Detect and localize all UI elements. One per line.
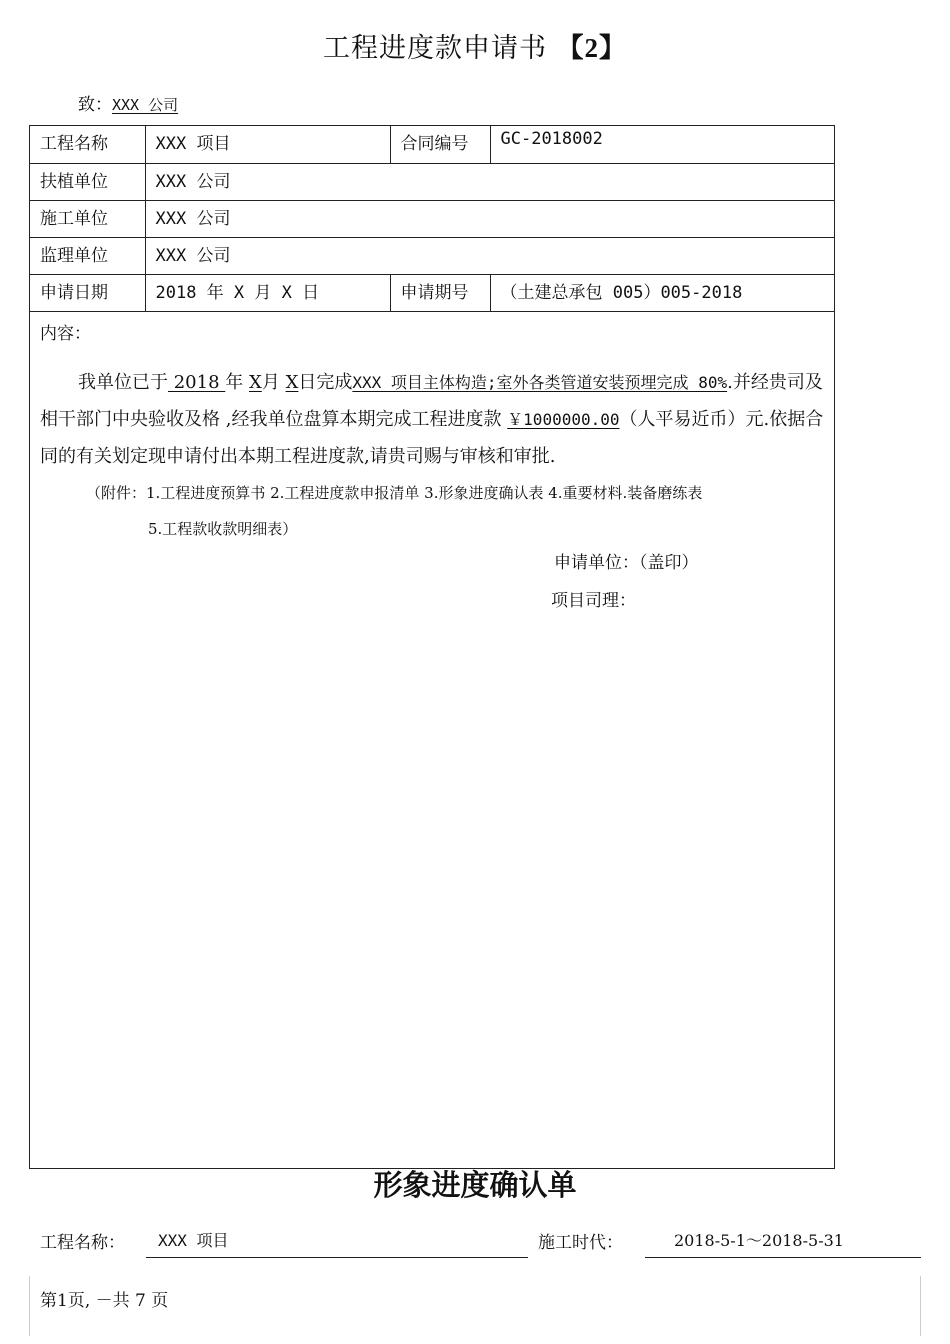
supervisor-label: 监理单位 bbox=[30, 237, 145, 274]
para-text: 我单位已于 bbox=[78, 372, 168, 393]
table-row bbox=[30, 237, 834, 274]
apply-period-label: 申请期号 bbox=[390, 274, 490, 311]
supervisor-value: XXX 公司 bbox=[145, 237, 834, 274]
project-underline bbox=[146, 1257, 528, 1258]
content-label: 内容： bbox=[40, 324, 91, 344]
day-value: X bbox=[285, 372, 299, 393]
table-row bbox=[30, 163, 834, 200]
project-name-value: XXX 项目 bbox=[145, 126, 390, 163]
project-name-label: 工程名称 bbox=[30, 126, 145, 163]
amount-value: ￥1000000.00 bbox=[507, 410, 620, 429]
owner-label: 扶植单位 bbox=[30, 163, 145, 200]
para-text: 年 bbox=[225, 372, 244, 393]
confirm-period-value: 2018-5-1～2018-5-31 bbox=[674, 1231, 844, 1250]
project-manager: 项目司理： bbox=[551, 591, 636, 611]
apply-period-value: （土建总承包 005）005-2018 bbox=[490, 274, 834, 311]
addressee-label: 致： bbox=[78, 95, 112, 115]
confirmation-title: 形象进度确认单 bbox=[373, 1168, 577, 1202]
page-border-right bbox=[920, 1276, 921, 1336]
period-underline bbox=[645, 1257, 921, 1258]
para-text: 日完成 bbox=[298, 372, 353, 393]
info-table bbox=[30, 126, 834, 312]
confirm-project-value: XXX 项目 bbox=[158, 1231, 229, 1250]
confirm-project-label: 工程名称： bbox=[40, 1233, 125, 1253]
addressee-value: XXX 公司 bbox=[112, 96, 179, 114]
contract-no-value: GC-2018002 bbox=[490, 126, 834, 163]
para-text: .并经贵司及相干部门中央验收及格 ,经我单位盘算本期完成工程进度款 bbox=[40, 372, 823, 430]
contract-no-label: 合同编号 bbox=[390, 126, 490, 163]
table-row bbox=[30, 200, 834, 237]
attachments-line-2: 5.工程款收款明细表） bbox=[148, 520, 298, 538]
para-text: （人平易近币）元.依据合同的有关划定现申请付出本期工程进度款,请贵司赐与审核和审批. bbox=[40, 409, 824, 467]
table-row bbox=[30, 274, 834, 311]
table-row bbox=[30, 126, 834, 163]
applicant-seal: 申请单位：（盖印） bbox=[554, 553, 699, 573]
application-form bbox=[29, 125, 835, 1169]
addressee bbox=[78, 90, 178, 115]
apply-date-label: 申请日期 bbox=[30, 274, 145, 311]
content-paragraph bbox=[40, 364, 832, 475]
attachments-line-1: （附件：1.工程进度预算书 2.工程进度款申报清单 3.形象进度确认表 4.重要材料.装备磨练表 bbox=[86, 484, 703, 502]
owner-value: XXX 公司 bbox=[145, 163, 834, 200]
title-number: 【2】 bbox=[556, 33, 628, 63]
page-border-left bbox=[29, 1276, 30, 1336]
title-text: 工程进度款申请书 bbox=[322, 33, 547, 64]
work-description: XXX 项目主体构造;室外各类管道安装预埋完成 80% bbox=[352, 373, 728, 392]
apply-date-value: 2018 年 X 月 X 日 bbox=[145, 274, 390, 311]
confirm-period-label: 施工时代： bbox=[538, 1233, 623, 1253]
page-number: 第1页, －共 7 页 bbox=[40, 1291, 169, 1311]
contractor-value: XXX 公司 bbox=[145, 200, 834, 237]
document-title bbox=[0, 26, 950, 65]
para-text: 月 bbox=[261, 372, 280, 393]
month-value: X bbox=[249, 372, 262, 393]
contractor-label: 施工单位 bbox=[30, 200, 145, 237]
year-value: 2018 bbox=[168, 372, 226, 393]
